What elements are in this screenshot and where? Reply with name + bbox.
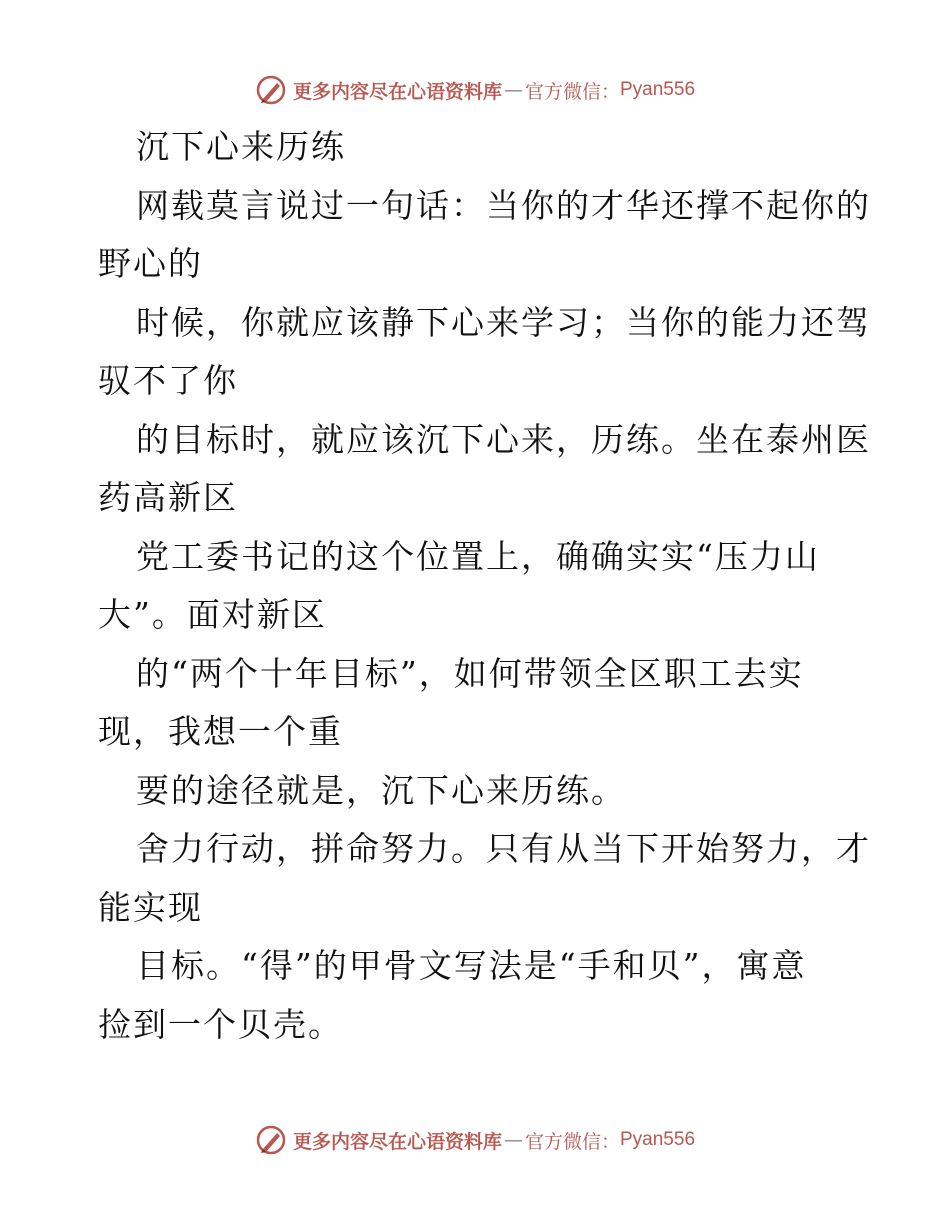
paragraph-line: 时候，你就应该静下心来学习；当你的能力还驾 bbox=[136, 302, 871, 342]
header-banner bbox=[0, 70, 950, 110]
banner-site-text: 更多内容尽在心语资料库 bbox=[292, 80, 502, 103]
paragraph-line: 野心的 bbox=[98, 244, 203, 283]
paragraph-line: 大”。面对新区 bbox=[98, 595, 327, 634]
banner-wechat-label: 官方微信： bbox=[524, 1130, 620, 1153]
banner-dash: — bbox=[503, 1129, 523, 1151]
paragraph-line: 药高新区 bbox=[98, 478, 238, 517]
pen-logo-icon bbox=[255, 74, 287, 106]
paragraph-line: 要的途径就是，沉下心来历练。 bbox=[136, 770, 626, 810]
paragraph-line: 舍力行动，拼命努力。只有从当下开始努力，才 bbox=[136, 829, 871, 868]
footer-banner bbox=[0, 1120, 950, 1160]
paragraph-line: 的“两个十年目标”，如何带领全区职工去实 bbox=[136, 653, 804, 693]
banner-account: Pyan556 bbox=[620, 79, 696, 100]
paragraph-line: 现，我想一个重 bbox=[98, 712, 343, 751]
paragraph-line: 网载莫言说过一句话：当你的才华还撑不起你的 bbox=[136, 185, 871, 225]
pen-logo-icon bbox=[255, 1124, 287, 1156]
banner-dash: — bbox=[503, 79, 523, 101]
paragraph-line: 能实现 bbox=[98, 887, 203, 927]
paragraph-line: 捡到一个贝壳。 bbox=[98, 1004, 343, 1044]
banner-site-text: 更多内容尽在心语资料库 bbox=[292, 1130, 502, 1153]
paragraph-line: 目标。“得”的甲骨文写法是“手和贝”，寓意 bbox=[136, 946, 807, 985]
banner-wechat-label: 官方微信： bbox=[524, 80, 620, 103]
banner-account: Pyan556 bbox=[620, 1129, 696, 1150]
document-title: 沉下心来历练 bbox=[136, 127, 346, 166]
paragraph-line: 驭不了你 bbox=[98, 361, 238, 400]
document-body bbox=[98, 118, 871, 1054]
paragraph-line: 的目标时，就应该沉下心来，历练。坐在泰州医 bbox=[136, 419, 871, 459]
paragraph-line: 党工委书记的这个位置上，确确实实“压力山 bbox=[136, 536, 820, 576]
